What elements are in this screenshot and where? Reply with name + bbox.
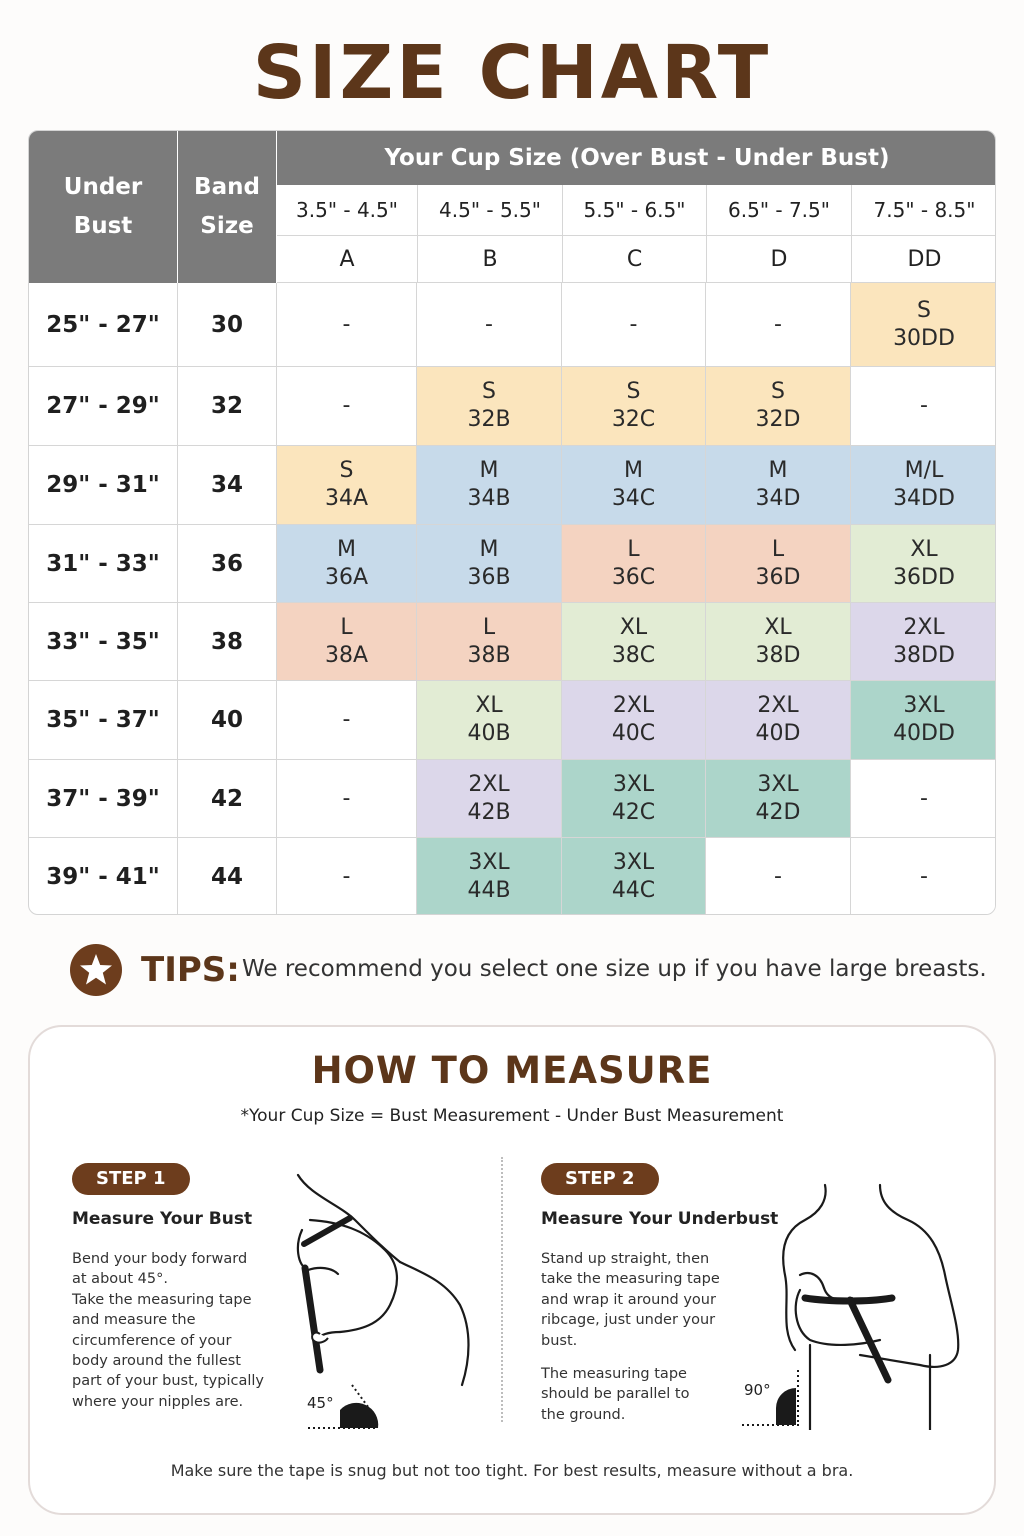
size-cell — [277, 283, 417, 367]
size-cell — [851, 283, 996, 367]
bra-size-code: 42B — [467, 799, 511, 825]
size-cell — [277, 603, 417, 681]
step2-text: Stand up straight, then take the measuring tape and wrap it around your ribcage, just under your bust. — [541, 1251, 720, 1349]
under-bust-cell: 35" - 37" — [29, 681, 178, 760]
size-label: M — [479, 458, 499, 483]
size-label: L — [340, 614, 353, 640]
size-cell — [277, 760, 417, 838]
size-cell — [562, 603, 706, 681]
size-cell — [417, 760, 562, 838]
size-label: - — [774, 864, 782, 889]
header-cup-size: Your Cup Size (Over Bust - Under Bust) — [277, 131, 996, 185]
size-label: 3XL — [612, 850, 655, 875]
under-bust-cell: 37" - 39" — [29, 760, 178, 838]
size-label: - — [342, 864, 351, 889]
underbust-measure-illustration — [740, 1180, 980, 1430]
size-cell — [277, 446, 417, 525]
size-cell — [562, 446, 706, 525]
cup-range-b: 4.5" - 5.5" — [417, 185, 562, 236]
cup-letter-a: A — [277, 236, 417, 283]
size-cell — [417, 838, 562, 915]
cup-range-dd: 7.5" - 8.5" — [851, 185, 996, 236]
band-size-cell: 44 — [178, 838, 277, 915]
bra-size-code: 38B — [467, 642, 511, 668]
step1-text: Bend your body forward at about 45°. Take the measuring tape and measure the circumference of your body around the fullest part of your bust, typically where your nipples are. — [72, 1251, 264, 1410]
size-label: - — [342, 311, 351, 337]
size-label: - — [920, 393, 928, 418]
under-bust-cell: 27" - 29" — [29, 367, 178, 446]
cup-letter-b: B — [417, 236, 562, 283]
size-cell — [562, 681, 706, 760]
size-label: - — [920, 785, 928, 811]
band-size-cell: 34 — [178, 446, 277, 525]
size-label: XL — [764, 614, 792, 640]
cup-letter-d: D — [706, 236, 851, 283]
size-cell — [417, 283, 562, 367]
size-cell — [851, 525, 996, 603]
size-label: M — [337, 536, 356, 562]
size-label: S — [339, 458, 354, 483]
bra-size-code: 32C — [611, 407, 656, 432]
size-label: S — [626, 379, 641, 404]
size-label: 3XL — [757, 771, 799, 797]
cup-letter-c: C — [562, 236, 706, 283]
size-cell — [417, 603, 562, 681]
under-bust-cell: 39" - 41" — [29, 838, 178, 915]
how-to-measure-title: HOW TO MEASURE — [311, 1049, 713, 1092]
cup-size-formula: *Your Cup Size = Bust Measurement - Under Bust Measurement — [240, 1106, 784, 1126]
band-size-cell: 36 — [178, 525, 277, 603]
size-label: S — [917, 297, 931, 323]
size-cell — [706, 760, 851, 838]
under-bust-cell: 33" - 35" — [29, 603, 178, 681]
bra-size-code: 38C — [611, 642, 656, 668]
step1-angle-label: 45° — [307, 1394, 334, 1412]
under-bust-cell: 29" - 31" — [29, 446, 178, 525]
size-label: 2XL — [903, 614, 945, 640]
band-size-cell: 30 — [178, 283, 277, 367]
table-row — [29, 681, 996, 760]
size-label: 2XL — [612, 693, 655, 718]
size-cell — [851, 838, 996, 915]
size-label: L — [627, 536, 640, 562]
size-cell — [562, 367, 706, 446]
band-size-cell: 40 — [178, 681, 277, 760]
cup-range-row — [277, 185, 996, 236]
size-label: - — [342, 393, 351, 418]
bra-size-code: 30DD — [893, 325, 955, 351]
size-label: 2XL — [757, 693, 799, 718]
under-bust-cell: 25" - 27" — [29, 283, 178, 367]
bra-size-code: 36B — [467, 564, 511, 590]
bra-size-code: 36C — [611, 564, 656, 590]
bra-size-code: 36A — [324, 564, 369, 590]
size-cell — [562, 760, 706, 838]
cup-range-c: 5.5" - 6.5" — [562, 185, 706, 236]
step-divider — [501, 1157, 503, 1422]
star-icon — [69, 943, 123, 997]
size-label: M — [768, 458, 788, 483]
size-label: 2XL — [468, 771, 510, 797]
cup-letter-row — [277, 236, 996, 283]
size-label: S — [771, 379, 785, 404]
header-band-size-label: Band Size — [194, 174, 260, 239]
size-cell — [277, 838, 417, 915]
tips-text: We recommend you select one size up if you have large breasts. — [242, 956, 987, 982]
size-label: - — [342, 707, 351, 732]
table-row — [29, 283, 996, 367]
size-label: XL — [475, 693, 503, 718]
bra-size-code: 44B — [467, 878, 511, 903]
band-size-cell: 32 — [178, 367, 277, 446]
size-cell — [562, 838, 706, 915]
size-cell — [851, 681, 996, 760]
band-size-cell: 42 — [178, 760, 277, 838]
step2-heading: Measure Your Underbust — [541, 1209, 779, 1229]
bra-size-code: 42D — [755, 799, 801, 825]
step1-pill: STEP 1 — [72, 1163, 190, 1195]
size-label: S — [482, 379, 496, 404]
size-cell — [277, 367, 417, 446]
size-cell — [706, 603, 851, 681]
cup-range-d: 6.5" - 7.5" — [706, 185, 851, 236]
size-cell — [706, 525, 851, 603]
size-cell — [851, 603, 996, 681]
size-label: XL — [910, 536, 938, 562]
size-label: - — [342, 785, 351, 811]
size-label: 3XL — [903, 693, 945, 718]
footer-note: Make sure the tape is snug but not too tight. For best results, measure without a bra. — [170, 1461, 854, 1480]
size-cell — [851, 760, 996, 838]
size-label: L — [482, 614, 496, 640]
size-label: M — [479, 536, 499, 562]
bra-size-code: 44C — [611, 878, 656, 903]
size-label: L — [771, 536, 785, 562]
table-row — [29, 760, 996, 838]
bra-size-code: 38D — [755, 642, 801, 668]
band-size-cell: 38 — [178, 603, 277, 681]
page-title: SIZE CHART — [252, 30, 772, 116]
size-cell — [562, 525, 706, 603]
bra-size-code: 38A — [324, 642, 369, 668]
size-cell — [417, 446, 562, 525]
size-cell — [562, 283, 706, 367]
header-under-bust-label: Under Bust — [63, 174, 143, 239]
size-cell — [417, 681, 562, 760]
size-cell — [417, 525, 562, 603]
size-label: - — [485, 311, 493, 337]
bra-size-code: 42C — [611, 799, 656, 825]
bra-size-code: 40B — [467, 721, 511, 746]
bra-size-code: 34DD — [893, 486, 955, 511]
size-label: 3XL — [468, 850, 510, 875]
size-label: - — [629, 311, 638, 337]
table-row — [29, 446, 996, 525]
cup-letter-dd: DD — [851, 236, 996, 283]
bra-size-code: 34A — [324, 486, 369, 511]
table-row — [29, 838, 996, 915]
bra-size-code: 34D — [755, 486, 801, 511]
size-label: - — [774, 311, 782, 337]
size-label: - — [920, 864, 928, 889]
size-cell — [706, 367, 851, 446]
under-bust-cell: 31" - 33" — [29, 525, 178, 603]
bra-size-code: 32B — [467, 407, 511, 432]
bra-size-code: 40DD — [893, 721, 955, 746]
size-cell — [706, 446, 851, 525]
step2-pill: STEP 2 — [541, 1163, 659, 1195]
step2-angle-label: 90° — [744, 1381, 771, 1399]
step1-heading: Measure Your Bust — [72, 1209, 253, 1229]
size-label: M — [624, 458, 643, 483]
size-cell — [277, 681, 417, 760]
bra-size-code: 36D — [755, 564, 801, 590]
size-cell — [277, 525, 417, 603]
bra-size-code: 34C — [611, 486, 656, 511]
size-cell — [706, 681, 851, 760]
bra-size-code: 32D — [755, 407, 801, 432]
table-row — [29, 525, 996, 603]
header-band-size — [178, 131, 277, 283]
header-under-bust — [29, 131, 178, 283]
size-label: M/L — [904, 458, 944, 483]
size-chart-table — [28, 130, 996, 915]
step2-text-parallel: The measuring tape should be parallel to the ground. — [541, 1366, 690, 1423]
size-cell — [851, 446, 996, 525]
size-cell — [417, 367, 562, 446]
size-label: XL — [619, 614, 648, 640]
bra-size-code: 38DD — [893, 642, 955, 668]
cup-range-a: 3.5" - 4.5" — [277, 185, 417, 236]
table-row — [29, 367, 996, 446]
bra-size-code: 34B — [467, 486, 511, 511]
bra-size-code: 40C — [611, 721, 656, 746]
bra-size-code: 40D — [755, 721, 801, 746]
bra-size-code: 36DD — [893, 564, 955, 590]
size-cell — [706, 838, 851, 915]
size-label: 3XL — [612, 771, 655, 797]
size-cell — [851, 367, 996, 446]
tips-label: TIPS: — [141, 950, 240, 990]
table-row — [29, 603, 996, 681]
size-cell — [706, 283, 851, 367]
